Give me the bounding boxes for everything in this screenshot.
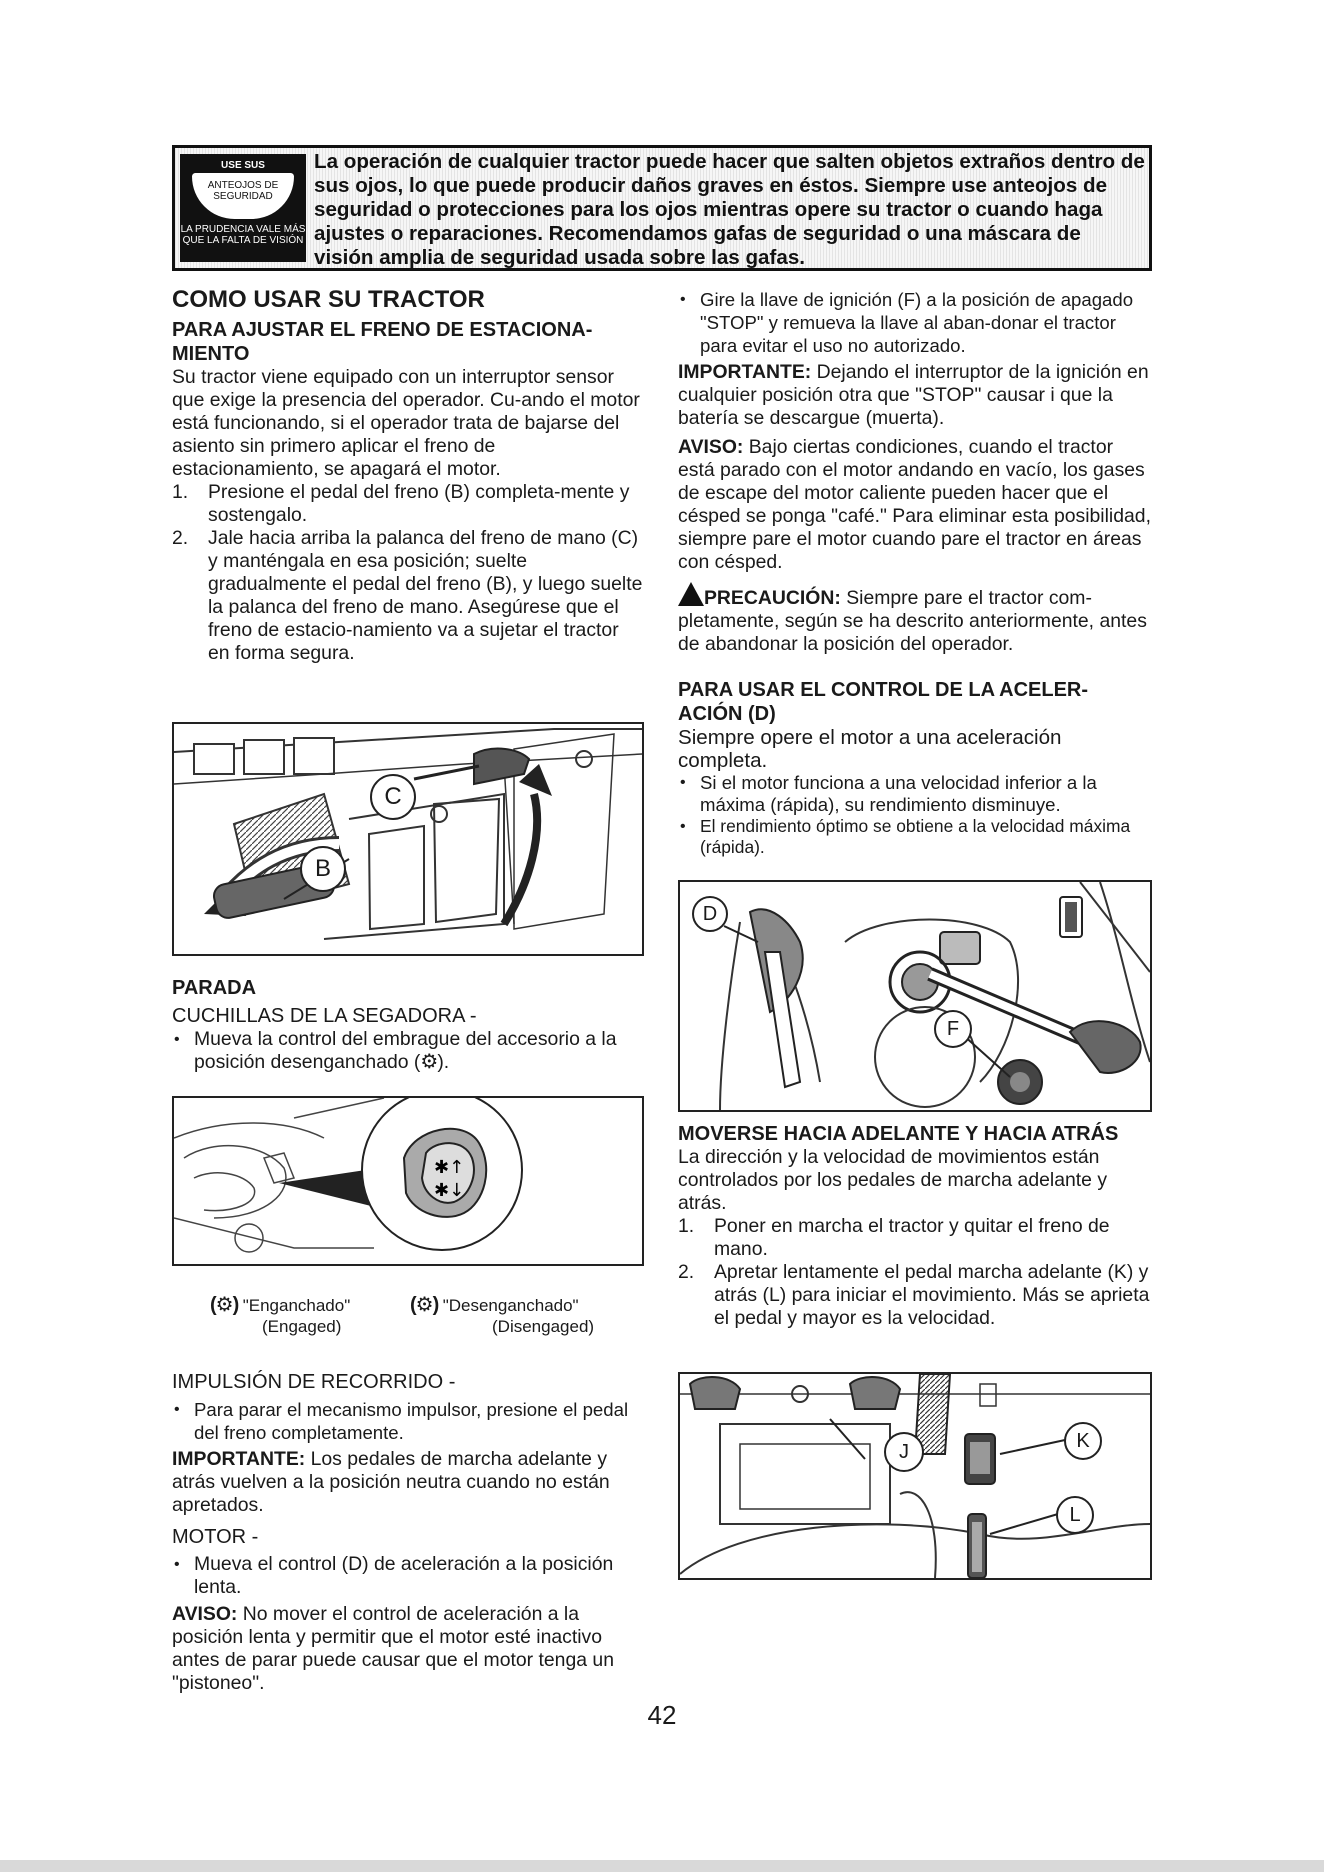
blades-bullet-text: Mueva la control del embrague del accesorio a la posición desenganchado ( [194,1028,617,1073]
badge-line-3: LA PRUDENCIA VALE MÁS QUE LA FALTA DE VISIÓN [180,224,306,246]
right-column-top [678,288,1152,858]
legend-engaged [210,1292,420,1337]
blades-heading: CUCHILLAS DE LA SEGADORA - [172,1005,477,1027]
callout-l [1056,1496,1094,1534]
drive-heading: IMPULSIÓN DE RECORRIDO - [172,1371,456,1393]
right-important-paragraph [678,361,1152,430]
safety-glasses-badge [180,154,306,262]
safety-warning-text: La operación de cualquier tractor puede hacer que salten objetos extraños dentro de sus ojos, lo que puede producir daños graves en éstos. Siempre use anteojos de seguridad o protecciones para los ojos mientras opere su tractor o cuando haga ajustes o reparaciones. Recomendamos gafas de seguridad o una máscara de visión amplia de seguridad usada sobre las gafas. [314,150,1145,269]
engaged-symbol-icon: (⚙) [210,1294,239,1316]
key-list [678,288,1152,357]
pto-switch-figure [172,1096,644,1266]
list-item: • Si el motor funciona a una velocidad inferior a la máxima (rápida), su rendimiento disminuye. [678,772,1152,816]
parking-brake-heading: PARA AJUSTAR EL FRENO DE ESTACIONA-MIENTO [172,319,593,365]
list-item [678,1215,1152,1261]
callout-b-label: B [314,855,331,882]
caution-paragraph [678,582,1152,656]
right-notice-label: AVISO: [678,436,744,458]
move-heading: MOVERSE HACIA ADELANTE Y HACIA ATRÁS [678,1123,1119,1145]
throttle-heading: PARA USAR EL CONTROL DE LA ACELER-ACIÓN (D) [678,679,1089,725]
list-item: • Para parar el mecanismo impulsor, presione el pedal del freno completamente. [172,1398,644,1444]
legend-disengaged [410,1292,650,1337]
scan-bottom-edge [0,1860,1324,1872]
disengaged-symbol-icon: ⚙ [420,1051,438,1073]
step-number: 1. [172,481,189,503]
step-text: Apretar lentamente el pedal marcha adelante (K) y atrás (L) para iniciar el movimiento. Más se aprieta el pedal y mayor es la velocidad. [714,1261,1150,1329]
list-item [172,527,644,665]
page-title: COMO USAR SU TRACTOR [172,286,485,313]
callout-f [934,1010,972,1048]
move-intro: La dirección y la velocidad de movimientos están controlados por los pedales de marcha adelante y atrás. [678,1146,1108,1214]
engine-list [172,1553,644,1599]
move-steps [678,1215,1152,1330]
callout-d-label: D [702,903,718,925]
list-item [172,481,644,527]
disengaged-legend-symbol-icon: (⚙) [410,1294,439,1316]
left-column-bottom [172,1370,644,1695]
pedals-illustration [680,1374,1150,1578]
important-text: Los pedales de marcha adelante y atrás vuelven a la posición neutra cuando no están apretados. [172,1448,610,1516]
pto-switch-illustration [174,1098,642,1264]
callout-k-label: K [1076,1430,1090,1452]
step-number: 2. [172,527,189,549]
engine-heading: MOTOR - [172,1526,259,1548]
parking-brake-steps [172,481,644,665]
legend-disengaged-es: "Desenganchado" [442,1296,579,1315]
drive-list [172,1398,644,1444]
step-text: Presione el pedal del freno (B) completa-mente y sostengalo. [208,481,630,526]
important-label: IMPORTANTE: [172,1448,306,1470]
callout-j-label: J [899,1441,909,1463]
callout-j [884,1432,924,1472]
badge-line-2: ANTEOJOS DE SEGURIDAD [207,180,279,202]
list-item [172,1028,644,1074]
legend-engaged-es: "Enganchado" [242,1296,351,1315]
throttle-figure [678,880,1152,1112]
caution-label: PRECAUCIÓN: [704,587,841,609]
right-column-bottom [678,1122,1152,1330]
stop-heading: PARADA [172,977,257,999]
warning-triangle-icon [678,582,704,606]
callout-b [300,846,346,892]
important-paragraph [172,1448,644,1517]
callout-d [692,896,728,932]
svg-text:✱↑: ✱↑ [434,1157,465,1178]
right-notice-text: Bajo ciertas condiciones, cuando el tractor está parado con el motor andando en vacío, los gases de escape del motor caliente pueden hacer que el césped se ponga "café." Para eliminar esta posibilidad, siempre pare el motor cuando pare el tractor en áreas con césped. [678,436,1151,573]
blades-list [172,1028,644,1074]
right-important-text: Dejando el interruptor de la ignición en cualquier posición otra que "STOP" causar i que la batería se descargue (muerta). [678,361,1149,429]
notice-text: No mover el control de aceleración a la posición lenta y permitir que el motor esté inactivo antes de parar puede causar que el motor tenga un "pistoneo". [172,1603,614,1694]
step-number: 2. [678,1261,695,1283]
list-item: • Mueva el control (D) de aceleración a la posición lenta. [172,1553,644,1599]
legend-disengaged-en: (Disengaged) [492,1317,595,1336]
parking-brake-intro: Su tractor viene equipado con un interruptor sensor que exige la presencia del operador. Cu-ando el motor está funcionando, si el operador trata de bajarse del asiento sin primero aplicar el freno de estacionamiento, se apagará el motor. [172,366,640,480]
step-text: Jale hacia arriba la palanca del freno de mano (C) y manténgala en esa posición; suelte gradualmente el pedal del freno (B), y luego suelte la palanca del freno de mano. Asegúrese que el freno de estacio-namiento va a sujetar el tractor en forma segura. [208,527,643,664]
notice-label: AVISO: [172,1603,238,1625]
right-notice-paragraph [678,436,1152,574]
notice-paragraph [172,1603,644,1695]
left-column-top [172,286,644,665]
callout-c [370,774,416,820]
list-item [678,1261,1152,1330]
callout-f-label: F [946,1018,960,1040]
list-item: • Gire la llave de ignición (F) a la posición de apagado "STOP" y remueva la llave al aban-donar el tractor para evitar el uso no autorizado. [678,288,1152,357]
badge-line-1: USE SUS [221,160,265,171]
parking-brake-illustration [174,724,642,954]
throttle-intro: Siempre opere el motor a una aceleración completa. [678,726,1062,772]
step-number: 1. [678,1215,695,1237]
callout-k [1064,1422,1102,1460]
callout-l-label: L [1069,1504,1081,1526]
left-column-stop [172,976,644,1074]
svg-text:✱↓: ✱↓ [434,1180,465,1201]
throttle-illustration [680,882,1150,1110]
pedals-figure [678,1372,1152,1580]
right-important-label: IMPORTANTE: [678,361,812,383]
caution-text: Siempre pare el tractor com-pletamente, según se ha descrito anteriormente, antes de abandonar la posición del operador. [678,587,1147,655]
parking-brake-figure [172,722,644,956]
throttle-list [678,772,1152,858]
step-text: Poner en marcha el tractor y quitar el freno de mano. [714,1215,1110,1260]
callout-c-label: C [384,783,402,810]
legend-engaged-en: (Engaged) [262,1317,342,1336]
blades-bullet-end: ). [437,1051,450,1073]
page-number: 42 [647,1700,677,1730]
list-item: • El rendimiento óptimo se obtiene a la velocidad máxima (rápida). [678,816,1152,858]
